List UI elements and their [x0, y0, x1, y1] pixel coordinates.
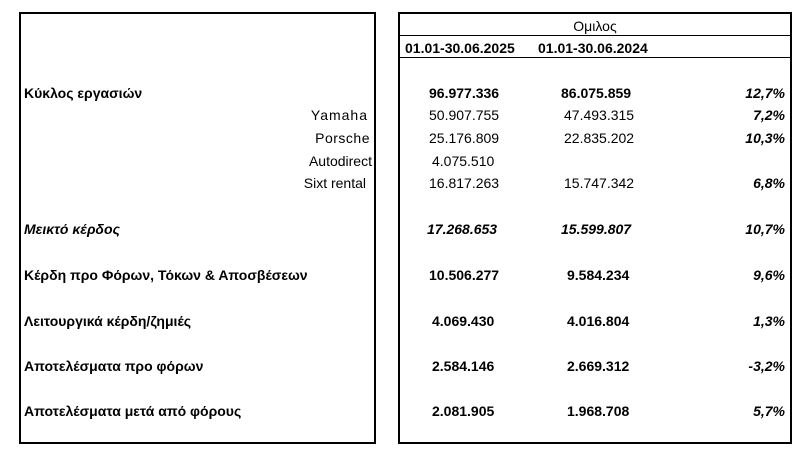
row-label-operating-profit: Λειτουργικά κέρδη/ζημιές — [24, 313, 192, 329]
row-value-2025: 17.268.653 — [427, 221, 498, 237]
right-box-left-edge — [398, 12, 399, 444]
row-label-net-result: Αποτελέσματα μετά από φόρους — [24, 403, 242, 419]
row-value-2025: 10.506.277 — [429, 267, 500, 283]
row-change: 6,8% — [753, 175, 785, 191]
row-value-2024: 1.968.708 — [567, 403, 630, 419]
row-value-2025: 16.817.263 — [429, 175, 500, 191]
row-value-2025: 96.977.336 — [429, 85, 500, 101]
row-label-gross-profit: Μεικτό κέρδος — [24, 221, 120, 237]
row-value-2024: 4.016.804 — [567, 313, 630, 329]
row-label-sixt-rental: Sixt rental — [303, 175, 366, 191]
row-value-2025: 4.069.430 — [432, 313, 495, 329]
row-change: 5,7% — [753, 403, 785, 419]
row-value-2024: 47.493.315 — [564, 107, 635, 123]
row-value-2024: 86.075.859 — [561, 85, 632, 101]
period-2025-header: 01.01-30.06.2025 — [405, 40, 515, 56]
row-label-porsche: Porsche — [315, 130, 370, 146]
row-value-2025: 4.075.510 — [432, 153, 495, 169]
row-change: 10,7% — [745, 221, 785, 237]
row-value-2024: 2.669.312 — [567, 358, 630, 374]
header-divider — [398, 57, 792, 58]
row-change: 1,3% — [753, 313, 785, 329]
row-value-2024: 9.584.234 — [567, 267, 630, 283]
row-value-2024: 15.599.807 — [561, 221, 632, 237]
row-label-revenue: Κύκλος εργασιών — [24, 85, 143, 101]
row-change: 10,3% — [745, 130, 785, 146]
row-label-autodirect: Autodirect — [308, 153, 372, 169]
row-value-2025: 2.081.905 — [432, 403, 495, 419]
row-value-2025: 2.584.146 — [432, 358, 495, 374]
row-label-pretax-result: Αποτελέσματα προ φόρων — [24, 358, 204, 374]
row-change: 7,2% — [753, 107, 785, 123]
row-label-yamaha: Yamaha — [310, 107, 368, 123]
row-label-ebitda: Κέρδη προ Φόρων, Τόκων & Αποσβέσεων — [24, 267, 308, 283]
row-value-2025: 50.907.755 — [429, 107, 500, 123]
period-2024-header: 01.01-30.06.2024 — [538, 40, 648, 56]
row-change: 9,6% — [753, 267, 785, 283]
row-value-2024: 22.835.202 — [564, 130, 635, 146]
row-value-2025: 25.176.809 — [429, 130, 500, 146]
group-title-divider — [398, 35, 792, 36]
row-change: -3,2% — [748, 358, 785, 374]
row-change: 12,7% — [745, 85, 785, 101]
row-value-2024: 15.747.342 — [564, 175, 635, 191]
group-title: Ομιλος — [573, 18, 617, 34]
